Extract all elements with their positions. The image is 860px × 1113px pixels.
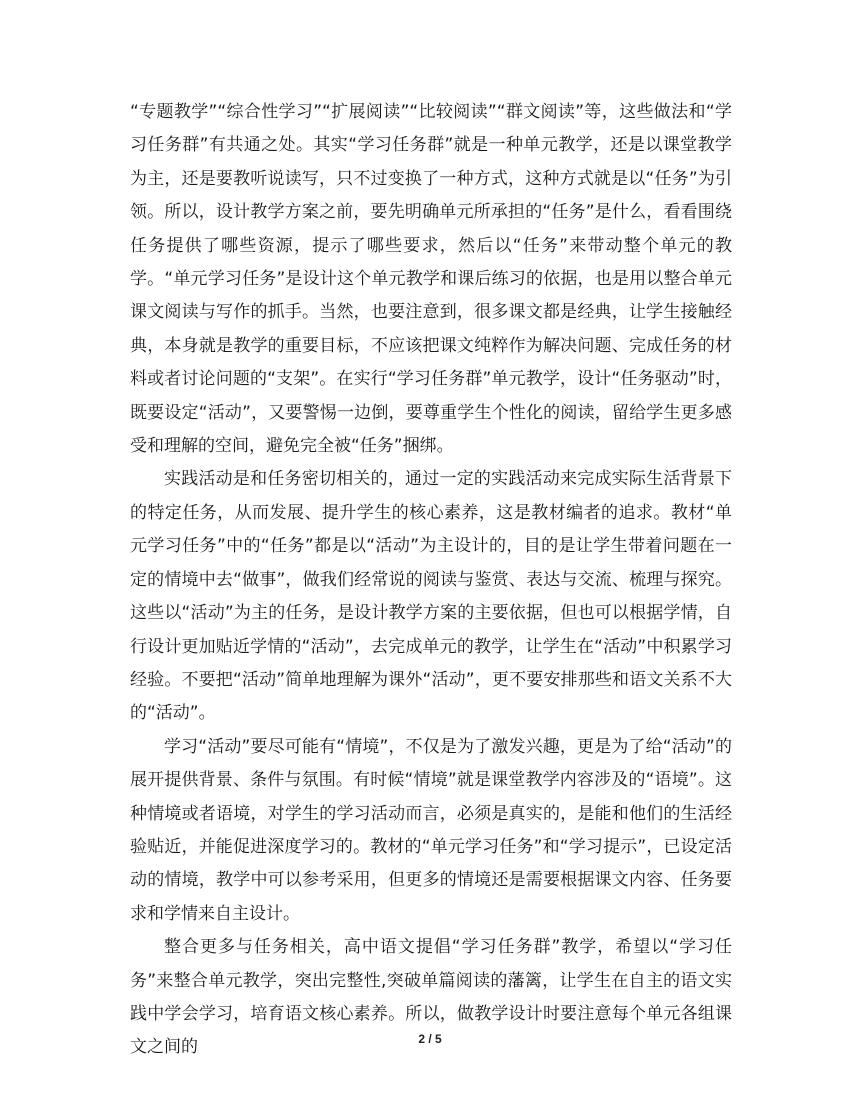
body-text: [130, 96, 732, 1065]
paragraph-4: 整合更多与任务相关，高中语文提倡“学习任务群”教学，希望以“学习任务”来整合单元教学，突出完整性,突破单篇阅读的藩篱，让学生在自主的语文实践中学会学习，培育语文核心素养。所以，做教学设计时要注意每个单元各组课文之间的: [130, 937, 732, 1058]
page-number: 2 / 5: [418, 1032, 442, 1046]
paragraph-3: 学习“活动”要尽可能有“情境”，不仅是为了激发兴趣，更是为了给“活动”的展开提供背景、条件与氛围。有时候“情境”就是课堂教学内容涉及的“语境”。这种情境或者语境，对学生的学习活动而言，必须是真实的，是能和他们的生活经验贴近，并能促进深度学习的。教材的“单元学习任务”和“学习提示”，已设定活动的情境，教学中可以参考采用，但更多的情境还是需要根据课文内容、任务要求和学情来自主设计。: [130, 736, 732, 924]
paragraph-2: 实践活动是和任务密切相关的，通过一定的实践活动来完成实际生活背景下的特定任务，从而发展、提升学生的核心素养，这是教材编者的追求。教材“单元学习任务”中的“任务”都是以“活动”为主设计的，目的是让学生带着问题在一定的情境中去“做事”，做我们经常说的阅读与鉴赏、表达与交流、梳理与探究。这些以“活动”为主的任务，是设计教学方案的主要依据，但也可以根据学情，自行设计更加贴近学情的“活动”，去完成单元的教学，让学生在“活动”中积累学习经验。不要把“活动”简单地理解为课外“活动”，更不要安排那些和语文关系不大的“活动”。: [130, 469, 732, 724]
paragraph-1: “专题教学”“综合性学习”“扩展阅读”“比较阅读”“群文阅读”等，这些做法和“学习任务群”有共通之处。其实“学习任务群”就是一种单元教学，还是以课堂教学为主，还是要教听说读写，只不过变换了一种方式，这种方式就是以“任务”为引领。所以，设计教学方案之前，要先明确单元所承担的“任务”是什么，看看围绕任务提供了哪些资源，提示了哪些要求，然后以“任务”来带动整个单元的教学。“单元学习任务”是设计这个单元教学和课后练习的依据，也是用以整合单元课文阅读与写作的抓手。当然，也要注意到，很多课文都是经典，让学生接触经典，本身就是教学的重要目标，不应该把课文纯粹作为解决问题、完成任务的材料或者讨论问题的“支架”。在实行“学习任务群”单元教学，设计“任务驱动”时，既要设定“活动”，又要警惕一边倒，要尊重学生个性化的阅读，留给学生更多感受和理解的空间，避免完全被“任务”捆绑。: [130, 102, 732, 457]
